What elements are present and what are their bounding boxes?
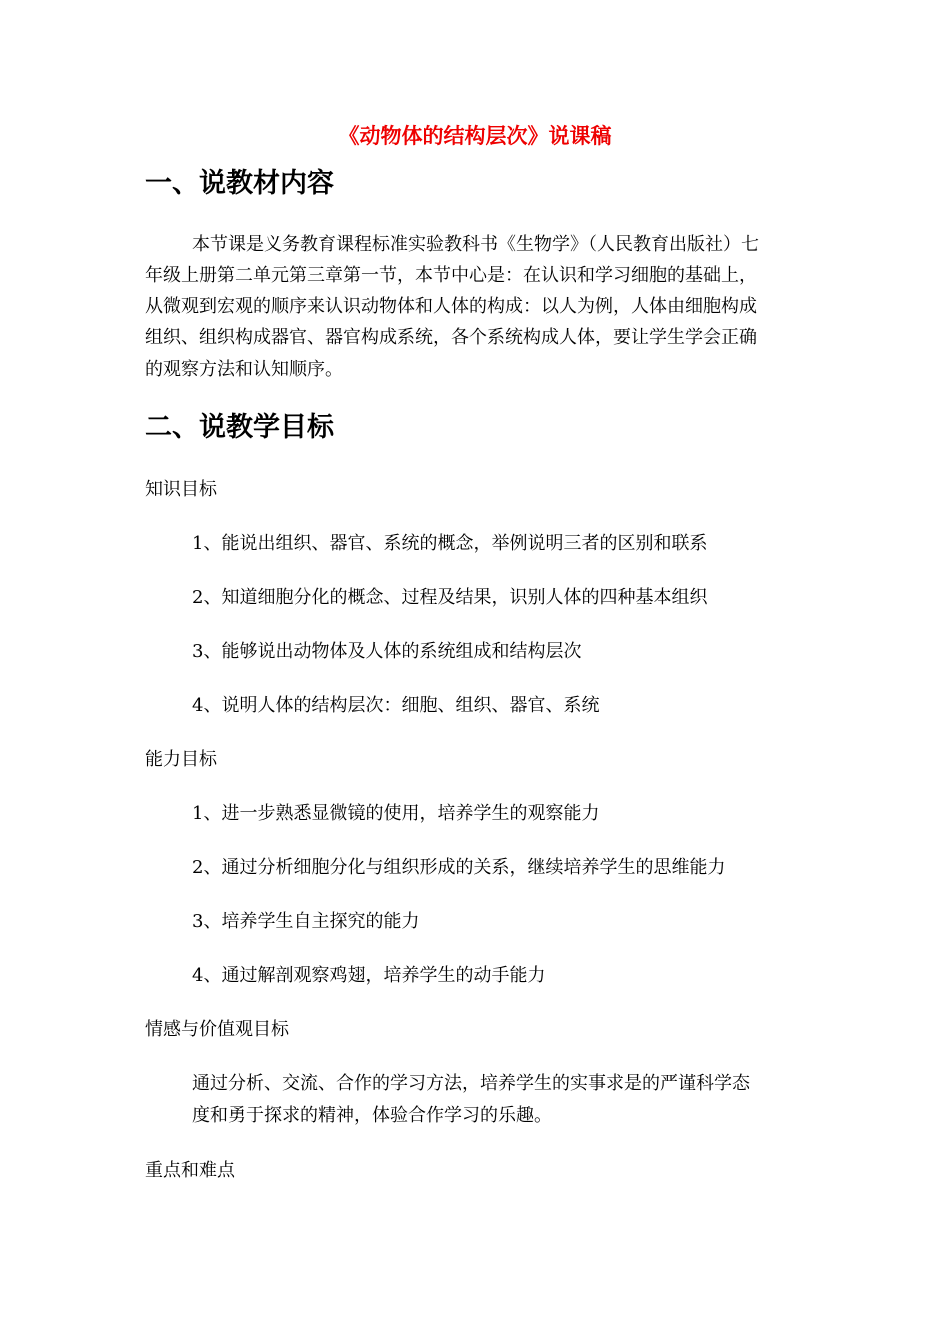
list-item: 3、能够说出动物体及人体的系统组成和结构层次	[192, 641, 582, 662]
paragraph-line: 通过分析、交流、合作的学习方法，培养学生的实事求是的严谨科学态	[192, 1073, 750, 1094]
list-item: 4、说明人体的结构层次：细胞、组织、器官、系统	[192, 695, 600, 716]
list-item: 2、通过分析细胞分化与组织形成的关系，继续培养学生的思维能力	[192, 857, 726, 878]
list-item: 2、知道细胞分化的概念、过程及结果，识别人体的四种基本组织	[192, 587, 708, 608]
list-item: 3、培养学生自主探究的能力	[192, 911, 420, 932]
list-item: 1、进一步熟悉显微镜的使用，培养学生的观察能力	[192, 803, 600, 824]
paragraph-line: 度和勇于探求的精神，体验合作学习的乐趣。	[192, 1105, 552, 1126]
attitude-goals-label: 情感与价值观目标	[145, 1019, 289, 1040]
list-item: 4、通过解剖观察鸡翅，培养学生的动手能力	[192, 965, 546, 986]
paragraph-line: 的观察方法和认知顺序。	[145, 359, 343, 380]
section-heading-teaching-material: 一、说教材内容	[145, 168, 334, 199]
document-title: 《动物体的结构层次》说课稿	[338, 123, 612, 148]
key-points-label: 重点和难点	[145, 1160, 235, 1181]
ability-goals-label: 能力目标	[145, 749, 217, 770]
section-heading-teaching-goals: 二、说教学目标	[145, 412, 334, 443]
paragraph-line: 从微观到宏观的顺序来认识动物体和人体的构成：以人为例，人体由细胞构成	[145, 296, 757, 317]
knowledge-goals-label: 知识目标	[145, 479, 217, 500]
paragraph-line: 组织、组织构成器官、器官构成系统，各个系统构成人体，要让学生学会正确	[145, 327, 757, 348]
paragraph-line: 年级上册第二单元第三章第一节，本节中心是：在认识和学习细胞的基础上，	[145, 265, 757, 286]
list-item: 1、能说出组织、器官、系统的概念，举例说明三者的区别和联系	[192, 533, 708, 554]
paragraph-line: 本节课是义务教育课程标准实验教科书《生物学》（人民教育出版社）七	[192, 234, 759, 255]
